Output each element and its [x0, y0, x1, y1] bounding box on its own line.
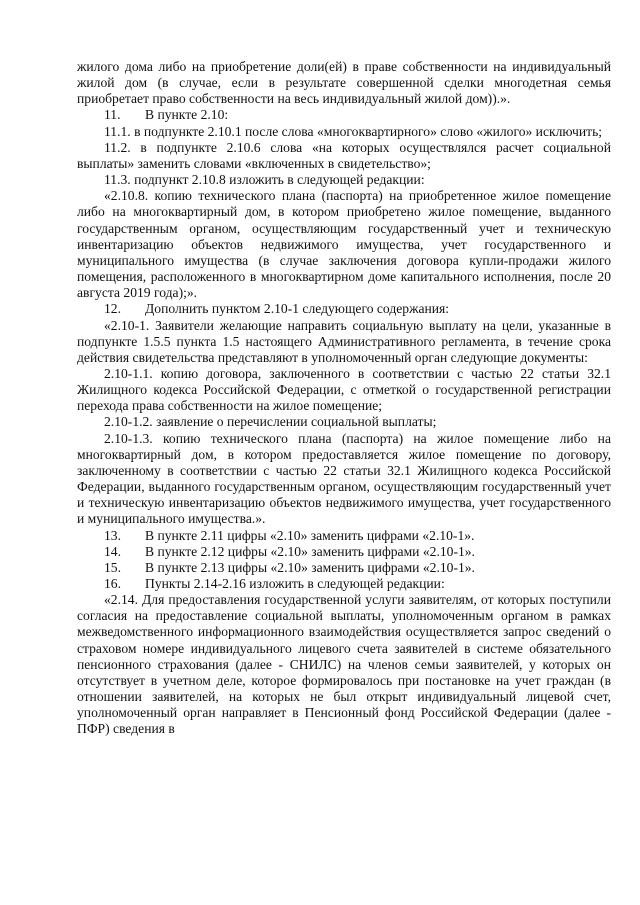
paragraph-item-13: [77, 528, 611, 544]
paragraph-quote-2-10-8: «2.10.8. копию технического плана (паспорта) на приобретенное жилое помещение либо на многоквартирный дом, в котором приобретено жилое помещение, выданного государственным органом, осуществляющим государственный учет и техническую инвентаризацию объектов недвижимого имущества, учет государственного и муниципального имущества (в случае заключения договора купли-продажи жилого помещения, расположенного в многоквартирном доме капитального исполнения, после 20 августа 2019 года);».: [77, 188, 611, 301]
item-number: 13.: [104, 527, 121, 543]
paragraph-quote-2-14: «2.14. Для предоставления государственной услуги заявителям, от которых поступили согласия на предоставление социальной выплаты, уполномоченным органом в рамках межведомственного информационного взаимодействия осуществляется запрос сведений о страховом номере индивидуального лицевого счета заявителей в системе обязательного пенсионного страхования (далее - СНИЛС) на членов семьи заявителей, у которых он отсутствует в учетном деле, которое формировалось при постановке на учет граждан (в отношении заявителей, на которых не был открыт индивидуальный лицевой счет, уполномоченный орган направляет в Пенсионный фонд Российской Федерации (далее - ПФР) сведения в: [77, 592, 611, 737]
document-page: [77, 59, 611, 738]
item-number: 14.: [104, 543, 121, 559]
paragraph-text: В пункте 2.13 цифры «2.10» заменить цифрами «2.10-1».: [145, 559, 475, 575]
paragraph-text: Пункты 2.14-2.16 изложить в следующей редакции:: [145, 576, 445, 591]
paragraph-item-11-3: 11.3. подпункт 2.10.8 изложить в следующей редакции:: [104, 172, 425, 188]
item-number: 12.: [104, 301, 121, 317]
paragraph-item-16: [77, 576, 611, 592]
item-number: 15.: [104, 559, 121, 575]
paragraph-item-15: [77, 560, 611, 576]
paragraph-text: Дополнить пунктом 2.10-1 следующего содержания:: [145, 301, 450, 317]
item-number: 16.: [104, 576, 121, 591]
item-number: 11.: [104, 107, 121, 123]
paragraph-item-12: [77, 301, 611, 317]
paragraph-item-11-1: 11.1. в подпункте 2.10.1 после слова «многоквартирного» слово «жилого» исключить;: [104, 123, 603, 139]
paragraph-text: В пункте 2.12 цифры «2.10» заменить цифрами «2.10-1».: [145, 543, 475, 559]
paragraph-quote-2-10-1: «2.10-1. Заявители желающие направить социальную выплату на цели, указанные в подпункте 1.5.5 пункта 1.5 настоящего Административного регламента, в течение срока действия свидетельства представляют в уполномоченный орган следующие документы:: [77, 317, 611, 365]
paragraph-2-10-1-2: 2.10-1.2. заявление о перечислении социальной выплаты;: [104, 414, 437, 430]
paragraph-continuation: жилого дома либо на приобретение доли(ей) в праве собственности на индивидуальный жилой дом (в случае, если в результате совершенной сделки многодетная семья приобретает право собственности на весь индивидуальный жилой дом)).».: [77, 59, 611, 107]
paragraph-item-11-2: 11.2. в подпункте 2.10.6 слова «на которых осуществлялся расчет социальной выплаты» заменить словами «включенных в свидетельство»;: [77, 139, 611, 171]
paragraph-text: В пункте 2.11 цифры «2.10» заменить цифрами «2.10-1».: [145, 527, 475, 543]
paragraph-text: В пункте 2.10:: [145, 107, 229, 123]
paragraph-2-10-1-3: 2.10-1.3. копию технического плана (паспорта) на жилое помещение либо на многоквартирный дом, в котором предоставляется жилое помещение по договору, заключенному в соответствии с частью 22 статьи 32.1 Жилищного кодекса Российской Федерации, выданного государственным органом, осуществляющим государственный учет и техническую инвентаризацию объектов недвижимого имущества, учет государственного и муниципального имущества.».: [77, 430, 611, 527]
paragraph-item-11: [77, 107, 611, 123]
paragraph-2-10-1-1: 2.10-1.1. копию договора, заключенного в соответствии с частью 22 статьи 32.1 Жилищного кодекса Российской Федерации, с отметкой о государственной регистрации перехода права собственности на жилое помещение;: [77, 365, 611, 414]
paragraph-item-14: [77, 544, 611, 560]
